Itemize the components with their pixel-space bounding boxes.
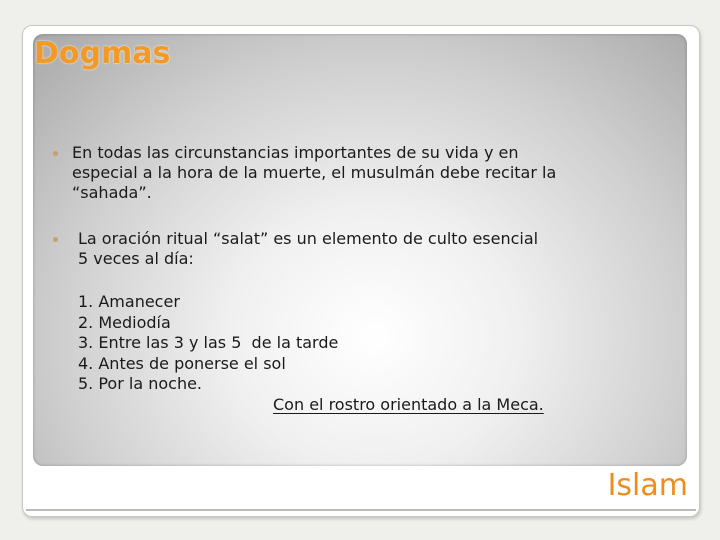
prayer-times-list	[78, 292, 338, 395]
list-item: 4. Antes de ponerse el sol	[78, 353, 286, 373]
corner-label: Islam	[607, 468, 688, 503]
bullet-line: 5 veces al día:	[78, 249, 194, 268]
bullet-marker-icon	[53, 237, 58, 242]
list-item: 2. Mediodía	[78, 312, 171, 332]
bullet-line: “sahada”.	[72, 183, 152, 202]
list-item: 3. Entre las 3 y las 5 de la tarde	[78, 333, 339, 352]
bullet-item-shahada	[72, 143, 672, 203]
bullet-item-salat	[78, 229, 678, 269]
bullet-marker-icon	[53, 151, 58, 156]
meca-footnote: Con el rostro orientado a la Meca.	[273, 395, 544, 414]
bullet-line: En todas las circunstancias importantes de su vida y en	[72, 143, 519, 162]
bullet-line: La oración ritual “salat” es un elemento de culto esencial	[78, 229, 539, 248]
list-item: 5. Por la noche.	[78, 374, 203, 393]
slide-title: Dogmas	[34, 36, 171, 71]
bullet-line: especial a la hora de la muerte, el musulmán debe recitar la	[72, 163, 557, 182]
bottom-divider	[26, 509, 696, 511]
list-item: 1. Amanecer	[78, 292, 180, 311]
